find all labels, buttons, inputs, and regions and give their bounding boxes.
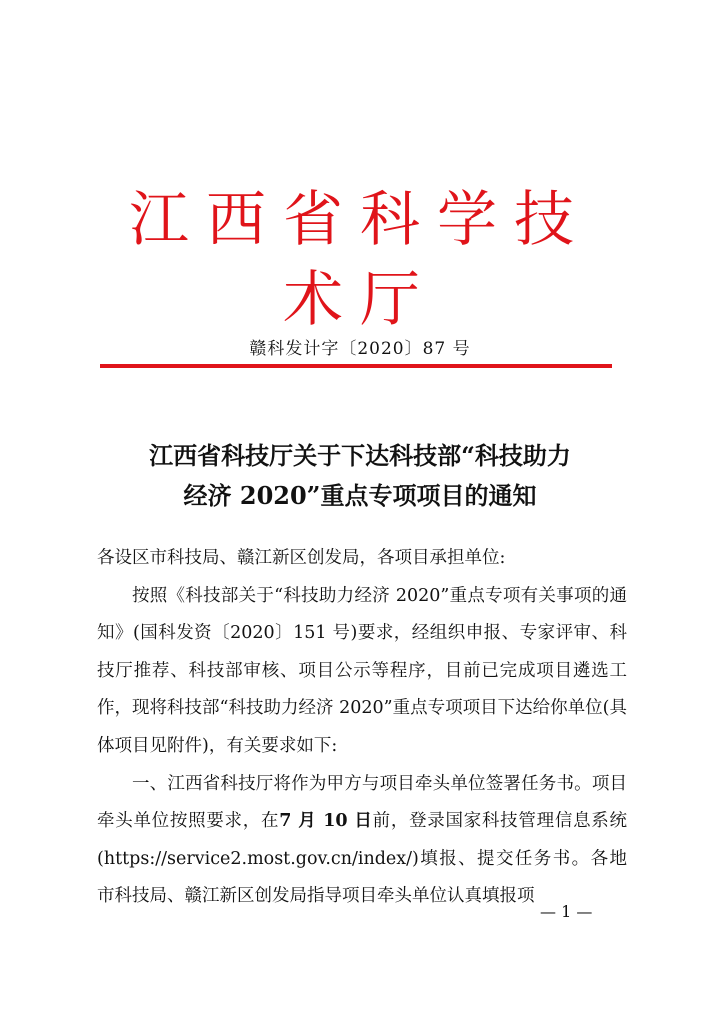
document-number: 赣科发计字〔2020〕87 号: [249, 339, 471, 359]
page-number: — 1 —: [540, 902, 593, 921]
notice-title-line-1: 江西省科技厅关于下达科技部“科技助力: [149, 441, 571, 470]
paragraph-2-text-a: 一、江西省科技厅将作为甲方与项目牵头单位签署任务书。项目牵头单位按照要求，在: [97, 773, 627, 832]
salutation: 各设区市科技局、赣江新区创发局，各项目承担单位:: [97, 548, 506, 568]
red-separator-line: [100, 364, 612, 368]
paragraph-1: 按照《科技部关于“科技助力经济 2020”重点专项有关事项的通知》(国科发资〔2020〕151 号)要求，经组织申报、专家评审、科技厅推荐、科技部审核、项目公示等程序，目前已完成项目遴选工作，现将科技部“科技助力经济 2020”重点专项项目下达给你单位(具体项目见附件)，有关要求如下:: [97, 585, 627, 756]
paragraph-2-text-b: 前，登录国家科技管理信息系统(https://service2.most.gov.cn/index/)填报、提交任务书。各地市科技局、赣江新区创发局指导项目牵头单位认真填报项: [97, 811, 628, 907]
notice-title: [90, 436, 630, 516]
deadline-date: 7 月 10 日: [279, 811, 373, 832]
issuing-organization-title: 江西省科学技术厅: [129, 185, 591, 335]
notice-body: [97, 540, 627, 916]
notice-title-line-2: 经济 2020”重点专项项目的通知: [183, 481, 537, 510]
paragraph-2: [97, 766, 627, 916]
